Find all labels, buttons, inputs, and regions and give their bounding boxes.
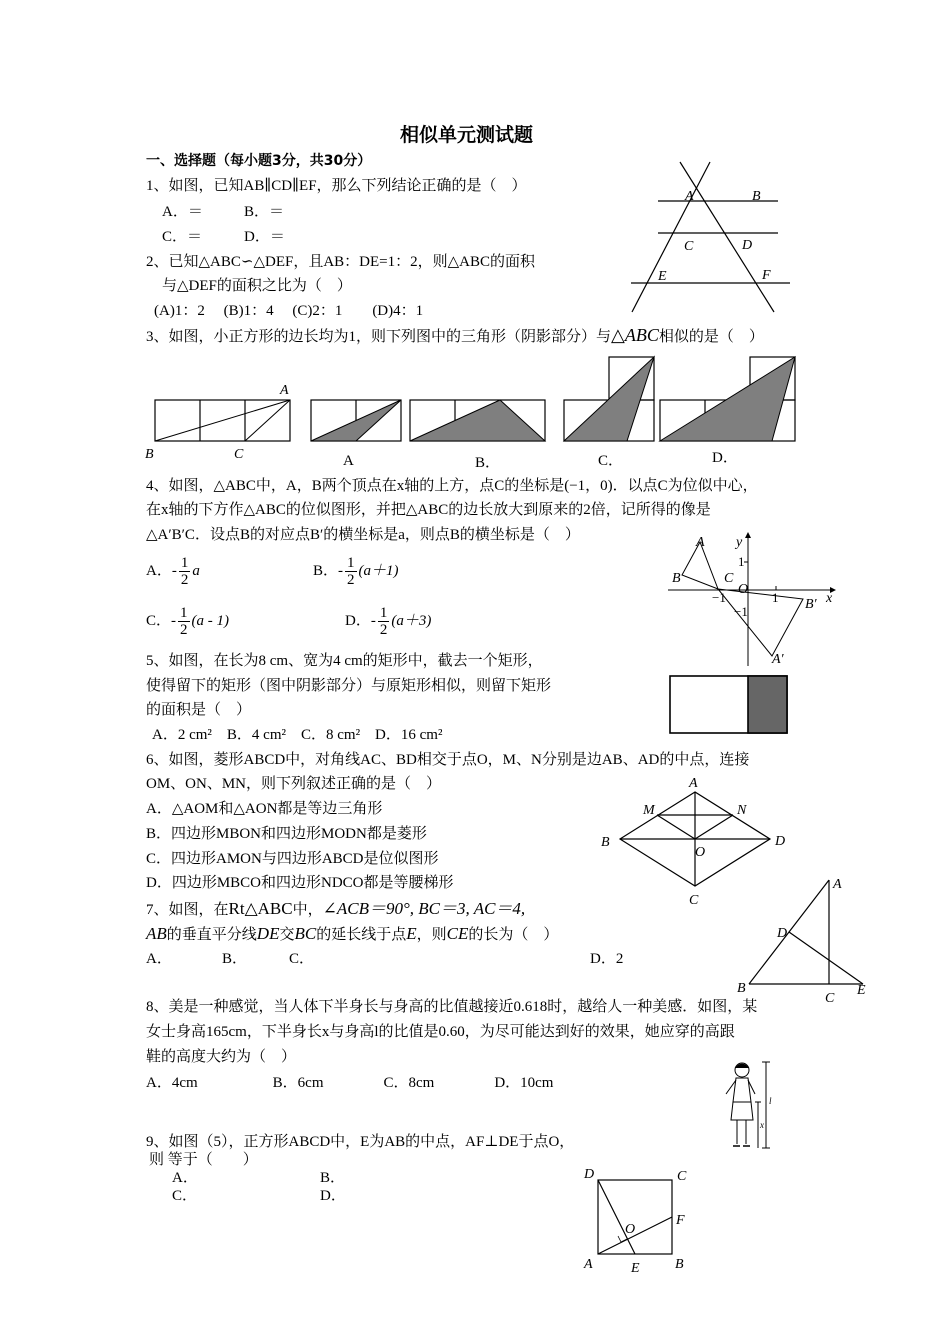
fraction-numerator: 1 (180, 555, 189, 572)
q6-fig-label-n: N (737, 803, 747, 818)
q4-option-b (313, 553, 399, 589)
q9-option-d: D． (320, 1188, 346, 1204)
q1-fig-label-c: C (684, 239, 694, 254)
q7-fig-label-e: E (857, 983, 866, 998)
q6-fig-label-c: C (689, 893, 699, 908)
q3-figures (140, 350, 810, 475)
q7-stem-line2 (146, 923, 558, 946)
q8-fig-label-l: l (769, 1096, 772, 1106)
q7-condition: ∠ACB＝90°, BC＝3, AC＝4, (322, 899, 526, 918)
q1-option-c: C．＝ (162, 229, 203, 245)
q3-option-a-label: A (343, 453, 354, 469)
q3-option-b-figure (410, 400, 545, 441)
q6-stem-line1: 6、如图，菱形ABCD中，对角线AC、BD相交于点O，M、N分别是边AB、AD的中点，连接 (146, 752, 750, 768)
q4-option-a-fraction (179, 555, 191, 588)
fraction-denominator: 2 (347, 572, 355, 589)
q4-fig-label-b-prime: B′ (805, 597, 817, 612)
q7-segment-ab: AB (146, 924, 167, 943)
q7-option-c: C． (289, 951, 315, 967)
q8-figure-woman (718, 1058, 778, 1154)
q4-option-c-prefix: C．- (146, 613, 177, 629)
q5-stem-line3: 的面积是（ ） (146, 702, 252, 718)
q5-stem-line2: 使得留下的矩形（图中阴影部分）与原矩形相似，则留下矩形 (146, 678, 552, 694)
q4-option-c (146, 603, 229, 639)
q7-option-a: A． (146, 951, 172, 967)
q1-fig-label-a: A (685, 189, 694, 204)
page-title: 相似单元测试题 (400, 124, 534, 146)
q3-option-c-figure (564, 357, 654, 441)
q9-fig-label-b: B (675, 1257, 684, 1272)
q4-figure (668, 532, 838, 668)
fraction-denominator: 2 (180, 622, 188, 639)
q6-fig-label-m: M (643, 803, 655, 818)
q4-stem-line1: 4、如图，△ABC中，A，B两个顶点在x轴的上方，点C的坐标是(−1，0)．以点C为位似中心， (146, 478, 758, 494)
q7-segment-bc: BC (294, 924, 317, 943)
q8-options: A．4cm B．6cm C．8cm D．10cm (146, 1075, 554, 1091)
q2-stem-line2: 与△DEF的面积之比为（ ） (162, 278, 352, 294)
q4-option-a-expr: a (192, 563, 200, 579)
q4-option-d-fraction (378, 605, 390, 638)
q7-text: 的长为（ ） (468, 927, 559, 943)
q4-option-d (345, 603, 431, 639)
fraction-numerator: 1 (347, 555, 355, 572)
q6-stem-line2: OM、ON、MN，则下列叙述正确的是（ ） (146, 776, 442, 792)
q4-stem-line2: 在x轴的下方作△ABC的位似图形，并把△ABC的边长放大到原来的2倍，记所得的像是 (146, 502, 711, 518)
q6-option-a: A．△AOM和△AON都是等边三角形 (146, 801, 383, 817)
q3-stem (146, 326, 764, 346)
q6-fig-label-d: D (775, 834, 786, 849)
q6-option-b: B．四边形MBON和四边形MODN都是菱形 (146, 826, 427, 842)
q7-point-e: E (406, 924, 417, 943)
q7-triangle: Rt△ABC (228, 899, 293, 918)
q4-fig-tick-x1: 1 (772, 590, 779, 605)
q6-fig-label-o: O (695, 845, 706, 860)
q4-stem-line3: △A′B′C．设点B的对应点B′的横坐标是a，则点B的横坐标是（ ） (146, 527, 580, 543)
q3-stem-tail: 相似的是（ ） (658, 329, 764, 345)
q8-fig-label-x: x (760, 1120, 764, 1130)
q4-option-d-expr: (a＋3) (391, 613, 432, 629)
q8-stem-line2: 女士身高165cm，下半身长x与身高l的比值是0.60，为尽可能达到好的效果，她应穿的高跟 (146, 1024, 735, 1040)
q7-text: 7、如图，在 (146, 902, 229, 918)
q5-stem-line1: 5、如图，在长为8 cm、宽为4 cm的矩形中，截去一个矩形， (146, 653, 543, 669)
q7-option-d: D．2 (590, 951, 624, 967)
q4-fig-tick-ym1: −1 (734, 604, 748, 619)
q4-fig-label-y: y (736, 535, 743, 550)
q9-figure (580, 1162, 690, 1274)
q1-option-b: B．＝ (244, 204, 285, 220)
q9-fig-label-c: C (677, 1169, 687, 1184)
q9-fig-label-o: O (625, 1222, 636, 1237)
q3-option-a-figure (311, 400, 401, 441)
q7-fig-label-c: C (825, 991, 835, 1006)
q9-option-a: A． (172, 1170, 198, 1186)
q1-fig-label-f: F (762, 268, 771, 283)
q7-text: 中， (292, 902, 323, 918)
q2-stem-line1: 2、已知△ABC∽△DEF，且AB：DE=1：2，则△ABC的面积 (146, 254, 535, 270)
q9-option-b: B． (320, 1170, 346, 1186)
q5-options: A．2 cm² B．4 cm² C．8 cm² D．16 cm² (152, 727, 443, 743)
q4-fig-tick-xm1: −1 (712, 590, 726, 605)
q6-fig-label-b: B (601, 835, 610, 850)
q7-text: ，则 (416, 927, 447, 943)
q6-fig-label-a: A (689, 776, 698, 791)
q1-option-a: A．＝ (162, 204, 203, 220)
q1-figure (628, 160, 798, 320)
q8-stem-line1: 8、美是一种感觉，当人体下半身长与身高的比值越接近0.618时，越给人一种美感．如图，某 (146, 999, 758, 1015)
q9-fig-label-f: F (676, 1213, 685, 1228)
q7-segment-de: DE (256, 924, 280, 943)
q4-option-c-fraction (178, 605, 190, 638)
q9-fig-label-d: D (584, 1167, 595, 1182)
section-heading: 一、选择题（每小题3分，共30分） (146, 153, 372, 169)
q6-option-c: C．四边形AMON与四边形ABCD是位似图形 (146, 851, 439, 867)
q5-figure (668, 674, 790, 736)
q3-option-d-figure (660, 357, 795, 441)
q9-fig-label-e: E (631, 1261, 640, 1276)
q3-label-a: A (280, 383, 289, 398)
q3-label-b: B (145, 447, 154, 462)
q9-fig-label-a: A (584, 1257, 593, 1272)
q4-option-c-expr: (a - 1) (191, 613, 230, 629)
q4-option-d-prefix: D．- (345, 613, 376, 629)
fraction-numerator: 1 (379, 605, 388, 622)
q3-original-triangle (145, 383, 290, 462)
fraction-numerator: 1 (180, 605, 188, 622)
q7-figure (735, 872, 875, 1007)
q1-option-d: D．＝ (244, 229, 285, 245)
q3-option-d-label: D． (712, 450, 738, 466)
q1-stem: 1、如图，已知AB∥CD∥EF，那么下列结论正确的是（ ） (146, 178, 527, 194)
q3-option-c-label: C． (598, 453, 624, 469)
q7-text: 的垂直平分线 (166, 927, 257, 943)
q4-fig-label-c: C (724, 571, 734, 586)
q7-text: 交 (279, 927, 295, 943)
q3-label-c: C (234, 447, 244, 462)
fraction-denominator: 2 (379, 622, 388, 639)
q4-fig-label-o: O (738, 582, 749, 597)
q9-stem-line1: 9、如图（5），正方形ABCD中，E为AB的中点，AF⊥DE于点O， (146, 1134, 575, 1150)
q2-options: (A)1：2 (B)1：4 (C)2：1 (D)4：1 (154, 303, 424, 319)
q4-option-a (146, 553, 200, 589)
q4-fig-label-a-prime: A′ (772, 652, 784, 667)
q7-fig-label-a: A (833, 877, 842, 892)
q4-fig-label-a: A (696, 535, 705, 550)
q4-option-b-prefix: B．- (313, 563, 344, 579)
q4-option-b-expr: (a＋1) (358, 563, 399, 579)
fraction-denominator: 2 (180, 572, 189, 589)
q7-option-b: B． (222, 951, 248, 967)
q4-option-b-fraction (345, 555, 357, 588)
q9-option-c: C． (172, 1188, 198, 1204)
q4-fig-tick-y1: 1 (738, 554, 745, 569)
q4-option-a-prefix: A．- (146, 563, 177, 579)
q7-text: 的延长线于点 (316, 927, 407, 943)
q9-stem-line2: 则 等于（ ） (149, 1152, 258, 1168)
q7-fig-label-d: D (777, 926, 788, 941)
q3-stem-text: 3、如图，小正方形的边长均为1，则下列图中的三角形（阴影部分）与 (146, 329, 612, 345)
q3-option-b-label: B． (475, 455, 501, 471)
q7-stem-line1 (146, 898, 525, 921)
q6-option-d: D．四边形MBCO和四边形NDCO都是等腰梯形 (146, 875, 454, 891)
q1-fig-label-d: D (742, 238, 753, 253)
q1-fig-label-e: E (658, 269, 667, 284)
q3-stem-triangle: △ABC (611, 325, 659, 345)
q4-fig-label-b: B (672, 571, 681, 586)
q7-segment-ce: CE (446, 924, 469, 943)
q4-fig-label-x: x (826, 591, 833, 606)
q7-fig-label-b: B (737, 981, 746, 996)
q8-stem-line3: 鞋的高度大约为（ ） (146, 1049, 297, 1065)
q1-fig-label-b: B (752, 189, 761, 204)
